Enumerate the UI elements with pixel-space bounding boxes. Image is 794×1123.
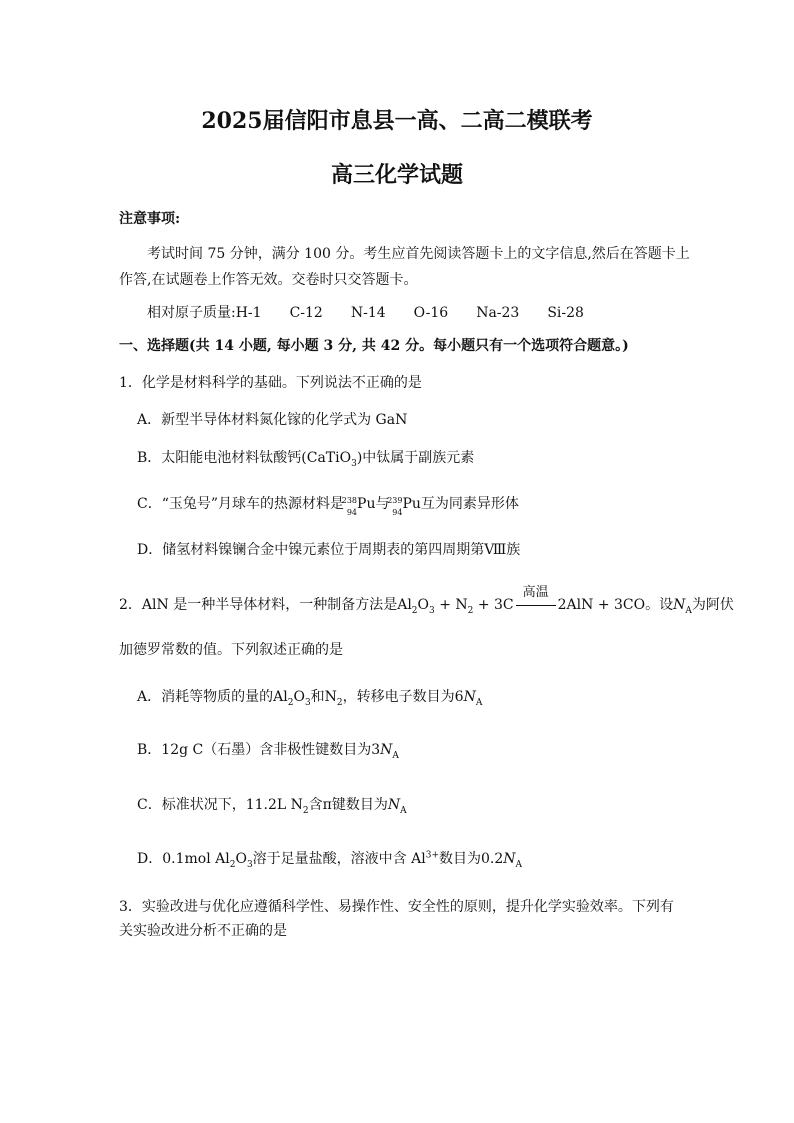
eq-sub: 3	[429, 605, 435, 616]
q1-stem: 1．化学是材料科学的基础。下列说法不正确的是	[119, 375, 422, 391]
q1-option-c	[137, 494, 519, 517]
formula: O	[293, 689, 305, 705]
formula: Al	[273, 689, 288, 705]
q2-d-text-2: 溶于足量盐酸，溶液中含 Al	[252, 851, 426, 867]
exam-title: 2025届信阳市息县一高、二高二模联考	[201, 108, 593, 134]
q1-option-a: A．新型半导体材料氮化镓的化学式为 GaN	[137, 412, 408, 428]
q3-stem-line-2: 关实验改进分析不正确的是	[119, 923, 287, 939]
avogadro-symbol: N	[380, 742, 393, 758]
q1-b-text: B．太阳能电池材料钛酸钙(CaTiO	[137, 450, 352, 466]
avogadro-symbol: N	[673, 597, 686, 613]
q2-option-c	[137, 795, 407, 815]
isotope-notation	[341, 494, 358, 517]
q1-c-mid: 与	[375, 496, 390, 512]
mass-item: O-16	[413, 305, 449, 321]
avogadro-sub: A	[475, 697, 483, 708]
charge-sup: 3+	[425, 850, 439, 861]
q2-b-text: B．12g C（石墨）含非极性键数目为	[137, 742, 372, 758]
avogadro-sub: A	[685, 605, 692, 616]
formula-sub: 3	[246, 859, 253, 870]
avogadro-symbol: N	[387, 797, 401, 813]
eq-o: O	[417, 597, 430, 613]
value: 3	[371, 742, 381, 758]
reaction-arrow	[514, 585, 558, 615]
q1-c-text: C．“玉兔号”月球车的热源材料是	[137, 496, 345, 512]
q2-option-d	[137, 849, 522, 869]
q2-stem-text-3: 为阿伏	[691, 597, 734, 613]
avogadro-sub: A	[400, 805, 407, 816]
formula-sub: 2	[336, 697, 343, 708]
q2-option-a	[137, 687, 482, 707]
formula-sub: 2	[302, 805, 309, 816]
avogadro-symbol: N	[503, 851, 516, 867]
reaction-condition: 高温	[522, 585, 549, 600]
avogadro-sub: A	[392, 750, 399, 761]
eq-products: 2AlN + 3CO	[557, 597, 646, 613]
eq-n2: + N	[434, 597, 468, 613]
q3-stem-line-1: 3．实验改进与优化应遵循科学性、易操作性、安全性的原则，提升化学实验效率。下列有	[119, 899, 674, 915]
mass-item: Na-23	[476, 305, 520, 321]
notice-line-2: 作答,在试题卷上作答无效。交卷时只交答题卡。	[119, 272, 418, 288]
mass-item: H-1	[235, 305, 262, 321]
value: 0.2	[481, 851, 504, 867]
formula-sub: 2	[229, 859, 236, 870]
section-heading: 一、选择题(共 14 小题, 每小题 3 分, 共 42 分。每小题只有一个选项符合题意。)	[119, 338, 629, 354]
eq-al: Al	[397, 597, 412, 613]
q2-stem-line-1	[119, 585, 734, 616]
notice-line-1: 考试时间 75 分钟，满分 100 分。考生应首先阅读答题卡上的文字信息,然后在答题卡上	[147, 246, 690, 262]
mass-number: 238	[341, 496, 358, 505]
q1-b-text-end: )中钛属于副族元素	[356, 450, 475, 466]
avogadro-sub: A	[515, 859, 523, 870]
formula-sub: 3	[304, 697, 311, 708]
formula: O	[235, 851, 247, 867]
atomic-number: 94	[392, 508, 403, 517]
equation	[397, 585, 646, 616]
q2-stem-text: 2．AlN 是一种半导体材料，一种制备方法是	[119, 597, 398, 613]
q2-a-text: A．消耗等物质的量的	[137, 689, 274, 705]
atomic-number: 94	[346, 508, 358, 517]
q1-b-sub: 3	[351, 458, 357, 469]
atomic-masses	[147, 303, 584, 323]
q2-d-text: D．0.1mol Al	[137, 851, 230, 867]
q2-c-text-2: 含π键数目为	[308, 797, 388, 813]
q1-option-d: D．储氢材料镍镧合金中镍元素位于周期表的第四周期第Ⅷ族	[137, 542, 521, 558]
eq-sub: 2	[411, 605, 418, 616]
value: 6	[454, 689, 464, 705]
q1-option-b	[137, 448, 474, 468]
q1-c-text-end: 互为同素异形体	[420, 496, 519, 512]
mass-item: Si-28	[547, 305, 584, 321]
atomic-masses-label: 相对原子质量:	[147, 305, 236, 321]
q2-a-text-2: ，转移电子数目为	[342, 689, 455, 705]
q2-stem-line-2: 加德罗常数的值。下列叙述正确的是	[119, 642, 343, 658]
isotope-notation	[387, 494, 403, 517]
mass-item: C-12	[289, 305, 323, 321]
mass-item: N-14	[350, 305, 386, 321]
q2-c-text: C．标准状况下，11.2L N	[137, 797, 303, 813]
notice-heading: 注意事项:	[119, 211, 181, 227]
element-symbol: Pu	[357, 496, 376, 512]
eq-sub: 2	[467, 605, 474, 616]
q2-a-and: 和	[310, 689, 325, 705]
formula-sub: 2	[287, 697, 294, 708]
eq-c: + 3C	[473, 597, 514, 613]
avogadro-symbol: N	[463, 689, 476, 705]
exam-subtitle: 高三化学试题	[330, 162, 463, 188]
element-symbol: Pu	[402, 496, 421, 512]
q2-stem-text-2: 。设	[645, 597, 674, 613]
mass-number: 239	[387, 496, 403, 505]
formula: N	[324, 689, 337, 705]
q2-d-text-3: 数目为	[439, 851, 481, 867]
q2-option-b	[137, 740, 399, 760]
